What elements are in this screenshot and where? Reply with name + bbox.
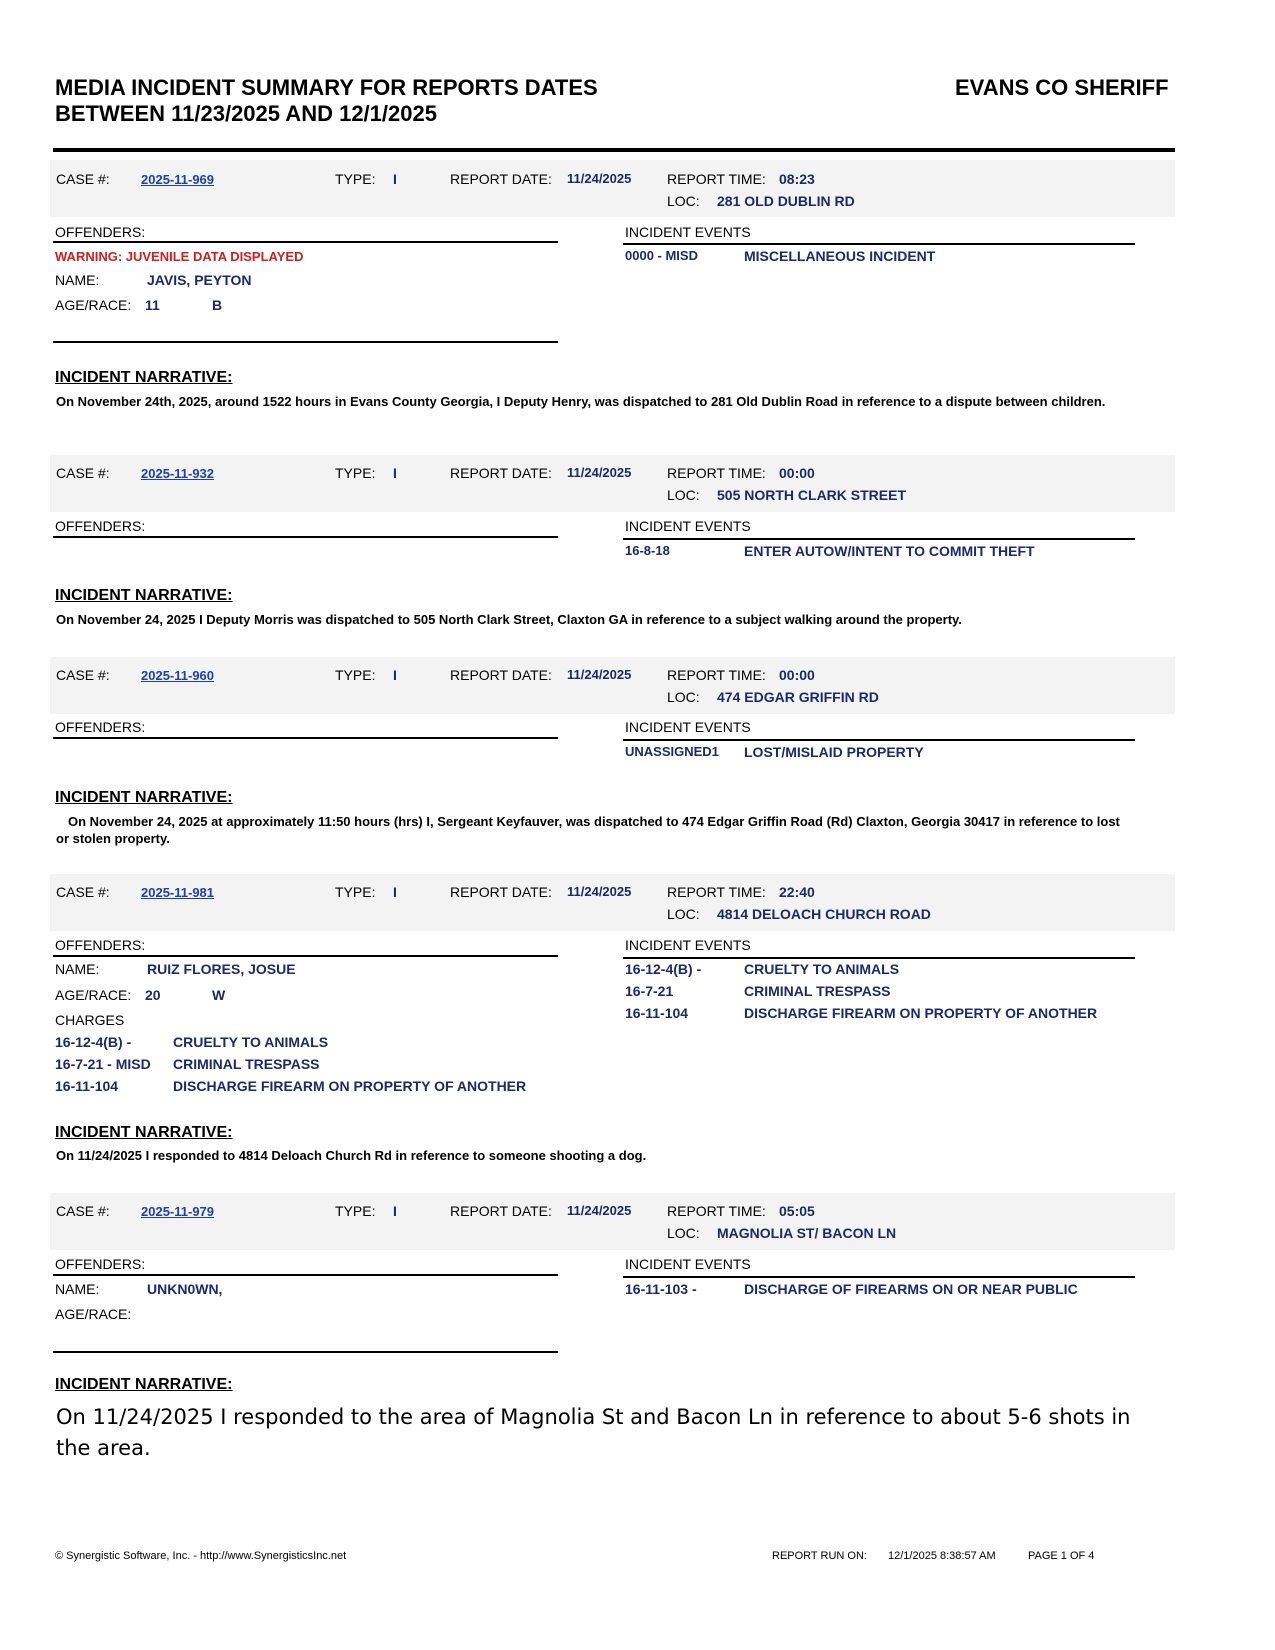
loc-value: 281 OLD DUBLIN RD (717, 193, 855, 209)
loc-label: LOC: (667, 193, 700, 209)
case-label: CASE #: (56, 1203, 110, 1219)
report-time-value: 05:05 (779, 1203, 815, 1219)
incident-events-label: INCIDENT EVENTS (625, 937, 751, 953)
report-title-line1: MEDIA INCIDENT SUMMARY FOR REPORTS DATES (55, 75, 598, 100)
event-description: DISCHARGE FIREARM ON PROPERTY OF ANOTHER (744, 1005, 1098, 1021)
name-label: NAME: (55, 1281, 100, 1297)
events-divider (623, 1276, 1135, 1278)
report-date-label: REPORT DATE: (450, 667, 552, 683)
events-divider (623, 739, 1135, 741)
offender-race: W (212, 987, 226, 1003)
narrative-text: On November 24, 2025 at approximately 11:50 hours (hrs) I, Sergeant Keyfauver, was dispatched to 474 Edgar Griffin Road (Rd) Claxton, Georgia 30417 in reference to lost or stolen property. (56, 814, 1120, 846)
loc-value: MAGNOLIA ST/ BACON LN (717, 1225, 897, 1241)
loc-value: 4814 DELOACH CHURCH ROAD (717, 906, 931, 922)
loc-label: LOC: (667, 487, 700, 503)
case-label: CASE #: (56, 171, 110, 187)
event-description: CRIMINAL TRESPASS (744, 983, 891, 999)
type-value: I (393, 465, 397, 481)
report-date-label: REPORT DATE: (450, 884, 552, 900)
age-race-label: AGE/RACE: (55, 987, 132, 1003)
charge-description: CRUELTY TO ANIMALS (173, 1034, 329, 1050)
event-description: DISCHARGE OF FIREARMS ON OR NEAR PUBLIC (744, 1281, 1078, 1297)
narrative-text: On 11/24/2025 I responded to 4814 Deloach Church Rd in reference to someone shooting a dog. (56, 1148, 647, 1163)
report-time-label: REPORT TIME: (667, 171, 766, 187)
event-description: ENTER AUTOW/INTENT TO COMMIT THEFT (744, 543, 1035, 559)
age-race-label: AGE/RACE: (55, 1306, 132, 1322)
report-time-label: REPORT TIME: (667, 465, 766, 481)
report-run-timestamp: 12/1/2025 8:38:57 AM (888, 1550, 996, 1562)
report-run-label: REPORT RUN ON: (772, 1550, 867, 1562)
report-time-label: REPORT TIME: (667, 884, 766, 900)
case-number-link[interactable]: 2025-11-969 (141, 172, 215, 187)
case-label: CASE #: (56, 884, 110, 900)
report-title-line2: BETWEEN 11/23/2025 AND 12/1/2025 (55, 101, 437, 126)
narrative-heading: INCIDENT NARRATIVE: (55, 789, 233, 806)
incident-events-label: INCIDENT EVENTS (625, 719, 751, 735)
report-date-value: 11/24/2025 (567, 1203, 632, 1218)
offenders-label: OFFENDERS: (55, 1256, 146, 1272)
report-date-value: 11/24/2025 (567, 667, 632, 682)
page-number: PAGE 1 OF 4 (1028, 1550, 1095, 1562)
event-code: 16-11-103 - (625, 1281, 697, 1297)
event-code: UNASSIGNED1 (625, 744, 719, 759)
type-label: TYPE: (335, 667, 376, 683)
offenders-divider (53, 737, 558, 739)
loc-label: LOC: (667, 689, 700, 705)
report-time-label: REPORT TIME: (667, 1203, 766, 1219)
incident-events-label: INCIDENT EVENTS (625, 1256, 751, 1272)
narrative-text: On November 24, 2025 I Deputy Morris was dispatched to 505 North Clark Street, Claxton GA in reference to a subject walking around the property. (56, 612, 962, 627)
event-code: 16-11-104 (625, 1005, 689, 1021)
header-divider (53, 148, 1175, 152)
offenders-divider (53, 955, 558, 957)
offender-age: 20 (145, 987, 161, 1003)
charge-description: DISCHARGE FIREARM ON PROPERTY OF ANOTHER (173, 1078, 527, 1094)
narrative-text: On 11/24/2025 I responded to the area of Magnolia St and Bacon Ln in reference to about 5-6 shots in the area. (56, 1405, 1131, 1460)
report-time-value: 00:00 (779, 465, 815, 481)
offenders-label: OFFENDERS: (55, 518, 146, 534)
case-header-band (50, 1193, 1175, 1250)
events-divider (623, 538, 1135, 540)
charge-code: 16-12-4(B) - (55, 1034, 132, 1050)
event-code: 0000 - MISD (625, 248, 698, 263)
offenders-divider (53, 1274, 558, 1276)
type-value: I (393, 884, 397, 900)
type-label: TYPE: (335, 171, 376, 187)
offenders-divider (53, 241, 558, 243)
loc-value: 505 NORTH CLARK STREET (717, 487, 907, 503)
report-date-label: REPORT DATE: (450, 465, 552, 481)
agency-name: EVANS CO SHERIFF (955, 75, 1169, 100)
loc-label: LOC: (667, 906, 700, 922)
narrative-heading: INCIDENT NARRATIVE: (55, 587, 233, 604)
type-label: TYPE: (335, 1203, 376, 1219)
offender-bottom-divider (53, 1351, 558, 1353)
report-date-value: 11/24/2025 (567, 884, 632, 899)
narrative-heading: INCIDENT NARRATIVE: (55, 369, 233, 386)
offender-name: UNKN0WN, (147, 1281, 223, 1297)
charge-code: 16-11-104 (55, 1078, 119, 1094)
events-divider (623, 243, 1135, 245)
type-value: I (393, 667, 397, 683)
age-race-label: AGE/RACE: (55, 297, 132, 313)
offender-name: JAVIS, PEYTON (147, 272, 252, 288)
report-time-label: REPORT TIME: (667, 667, 766, 683)
case-label: CASE #: (56, 465, 110, 481)
loc-label: LOC: (667, 1225, 700, 1241)
report-date-label: REPORT DATE: (450, 171, 552, 187)
report-date-value: 11/24/2025 (567, 171, 632, 186)
offender-age: 11 (145, 297, 160, 313)
report-title (55, 75, 598, 127)
case-number-link[interactable]: 2025-11-981 (141, 885, 215, 900)
event-code: 16-7-21 (625, 983, 674, 999)
offenders-label: OFFENDERS: (55, 224, 146, 240)
narrative-heading: INCIDENT NARRATIVE: (55, 1376, 233, 1393)
case-label: CASE #: (56, 667, 110, 683)
type-label: TYPE: (335, 884, 376, 900)
case-header-band (50, 455, 1175, 512)
report-date-value: 11/24/2025 (567, 465, 632, 480)
report-date-label: REPORT DATE: (450, 1203, 552, 1219)
incident-events-label: INCIDENT EVENTS (625, 518, 751, 534)
copyright-notice: © Synergistic Software, Inc. - http://www.SynergisticsInc.net (55, 1550, 347, 1562)
offender-race: B (212, 297, 223, 313)
type-value: I (393, 1203, 397, 1219)
report-time-value: 00:00 (779, 667, 815, 683)
charge-code: 16-7-21 - MISD (55, 1056, 151, 1072)
event-description: CRUELTY TO ANIMALS (744, 961, 900, 977)
offenders-label: OFFENDERS: (55, 719, 146, 735)
events-divider (623, 957, 1135, 959)
loc-value: 474 EDGAR GRIFFIN RD (717, 689, 879, 705)
case-header-band (50, 874, 1175, 931)
case-number-link[interactable]: 2025-11-979 (141, 1204, 215, 1219)
offenders-label: OFFENDERS: (55, 937, 146, 953)
case-number-link[interactable]: 2025-11-960 (141, 668, 215, 683)
name-label: NAME: (55, 272, 100, 288)
name-label: NAME: (55, 961, 100, 977)
charge-description: CRIMINAL TRESPASS (173, 1056, 320, 1072)
type-value: I (393, 171, 397, 187)
case-header-band (50, 657, 1175, 714)
case-number-link[interactable]: 2025-11-932 (141, 466, 215, 481)
juvenile-warning: WARNING: JUVENILE DATA DISPLAYED (55, 249, 304, 264)
report-time-value: 08:23 (779, 171, 815, 187)
charges-label: CHARGES (55, 1012, 125, 1028)
report-time-value: 22:40 (779, 884, 815, 900)
offenders-divider (53, 536, 558, 538)
event-code: 16-8-18 (625, 543, 670, 558)
event-code: 16-12-4(B) - (625, 961, 702, 977)
offender-name: RUIZ FLORES, JOSUE (147, 961, 296, 977)
case-header-band (50, 160, 1175, 217)
narrative-heading: INCIDENT NARRATIVE: (55, 1124, 233, 1141)
event-description: LOST/MISLAID PROPERTY (744, 744, 924, 760)
type-label: TYPE: (335, 465, 376, 481)
incident-events-label: INCIDENT EVENTS (625, 224, 751, 240)
narrative-text: On November 24th, 2025, around 1522 hours in Evans County Georgia, I Deputy Henry, was dispatched to 281 Old Dublin Road in reference to a dispute between children. (56, 394, 1106, 409)
offender-bottom-divider (53, 341, 558, 343)
event-description: MISCELLANEOUS INCIDENT (744, 248, 936, 264)
